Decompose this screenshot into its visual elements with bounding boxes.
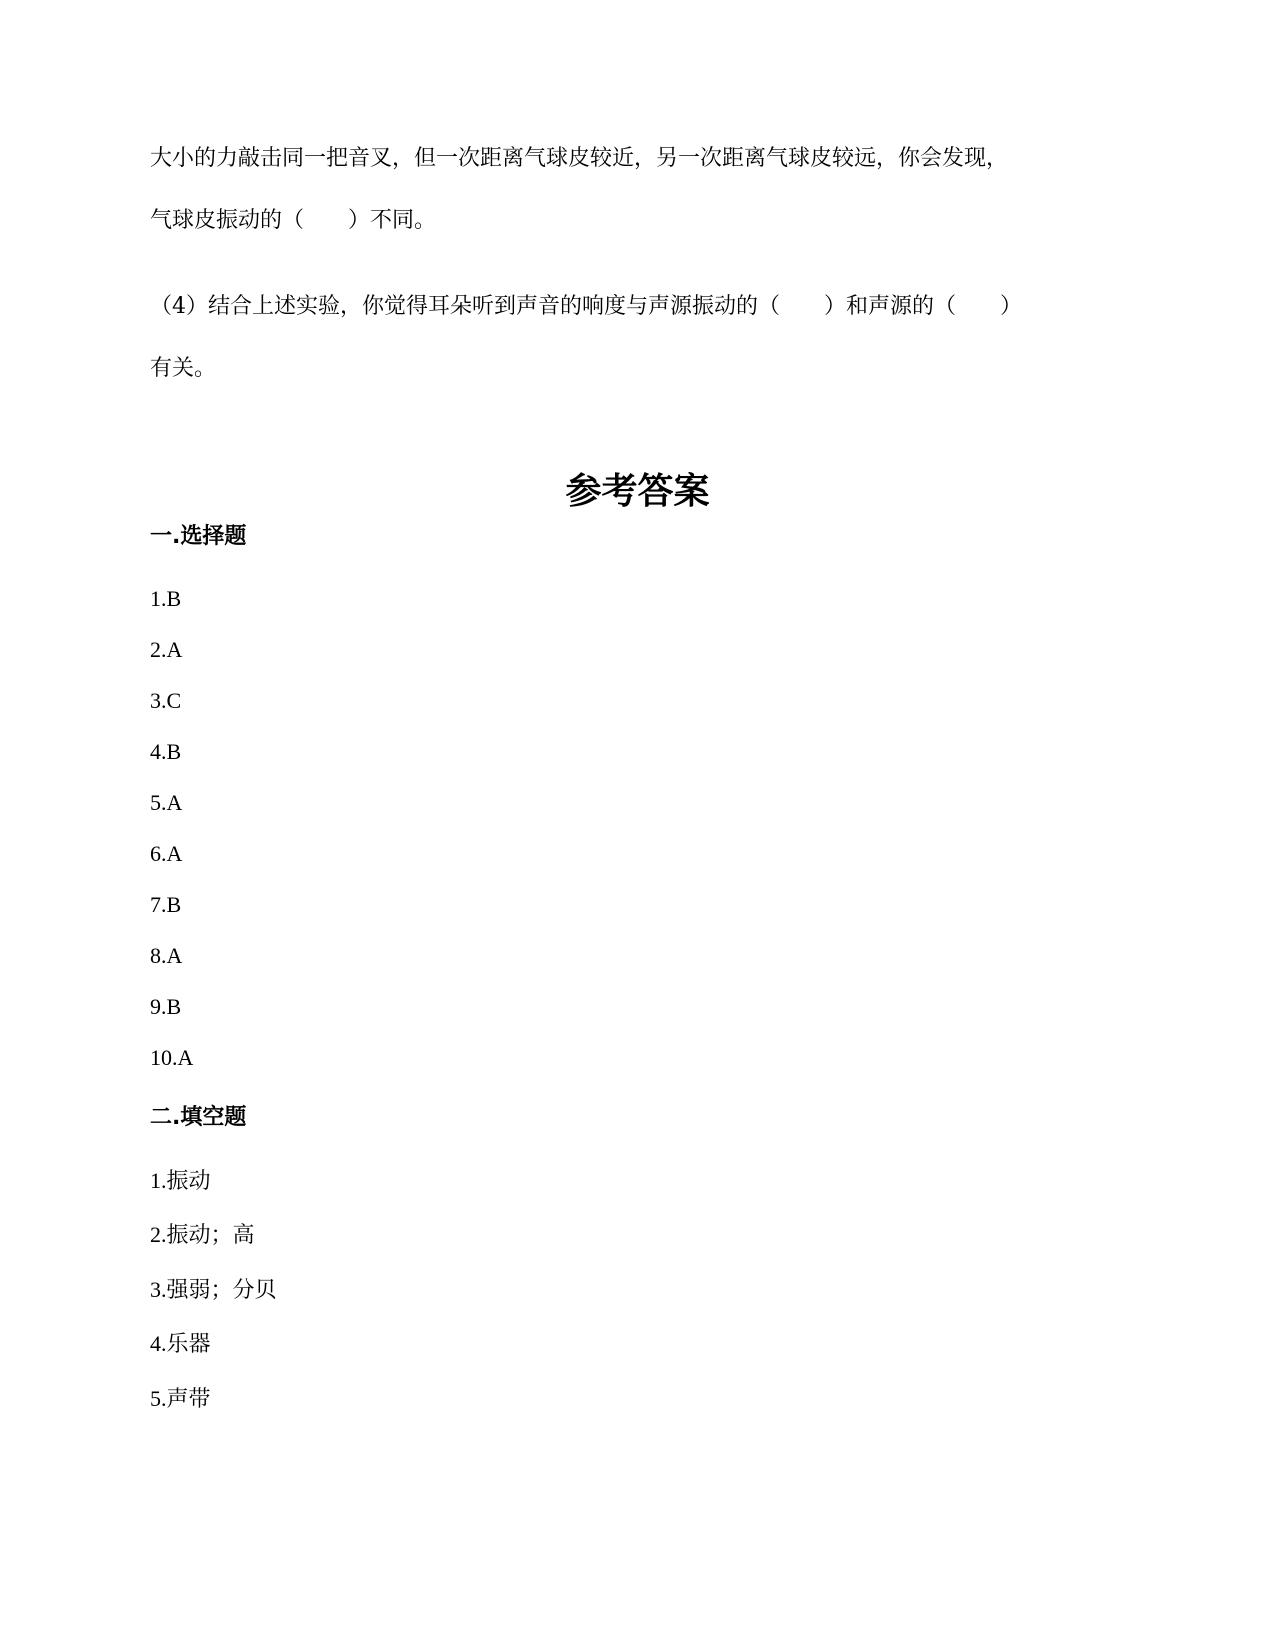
answer-item: 6.A <box>150 841 183 866</box>
answer-item: 4.乐器 <box>150 1331 211 1356</box>
question-line-2: 气球皮振动的（ ）不同。 <box>150 208 437 233</box>
answer-item: 8.A <box>150 943 183 968</box>
answer-item: 9.B <box>150 994 182 1019</box>
answer-item: 4.B <box>150 739 182 764</box>
question-line-4: 有关。 <box>150 356 217 381</box>
answer-item: 1.B <box>150 586 182 611</box>
answer-item: 3.强弱；分贝 <box>150 1277 277 1302</box>
answer-item: 2.A <box>150 637 183 662</box>
question-line-3: （4）结合上述实验，你觉得耳朵听到声音的响度与声源振动的（ ）和声源的（ ） <box>150 294 1023 319</box>
answer-key-title: 参考答案 <box>565 471 710 512</box>
question-line-1: 大小的力敲击同一把音叉，但一次距离气球皮较近，另一次距离气球皮较远，你会发现， <box>150 146 1009 171</box>
answer-item: 3.C <box>150 688 182 713</box>
answer-item: 2.振动；高 <box>150 1222 255 1247</box>
answer-item: 5.A <box>150 790 183 815</box>
answer-item: 1.振动 <box>150 1168 211 1193</box>
section-heading-fill: 二.填空题 <box>150 1105 247 1130</box>
answer-item: 5.声带 <box>150 1386 211 1411</box>
answer-item: 10.A <box>150 1045 194 1070</box>
section-heading-choice: 一.选择题 <box>150 524 247 549</box>
answer-item: 7.B <box>150 892 182 917</box>
